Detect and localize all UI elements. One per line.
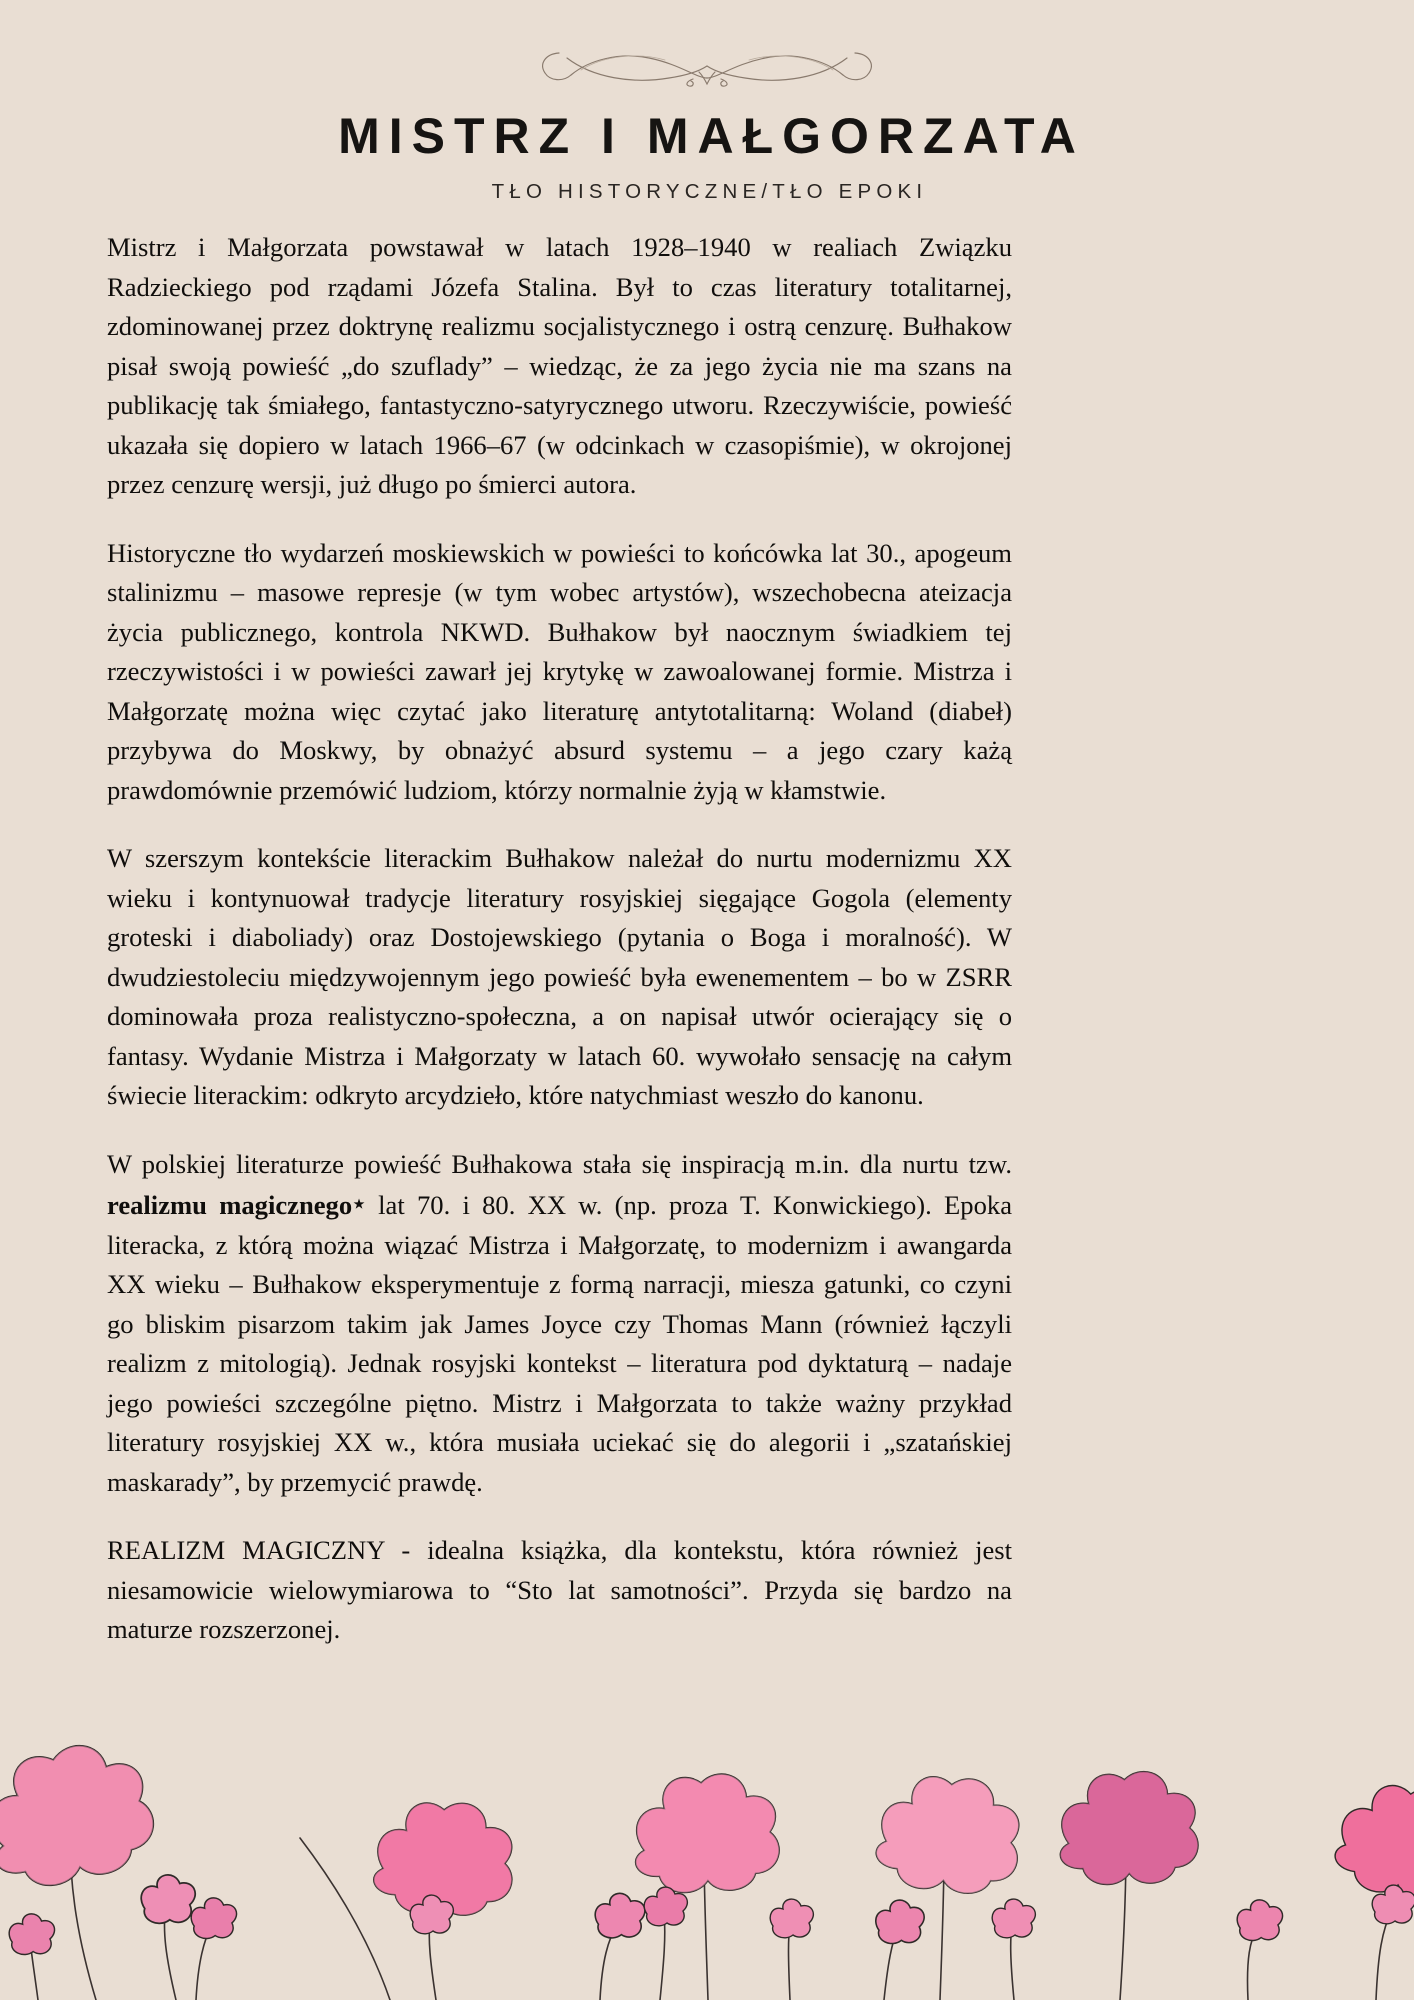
footnote-star-marker: ⋆ [352, 1191, 366, 1216]
flower-border-decoration [0, 1640, 1414, 2000]
ornament-divider [0, 42, 1414, 88]
page-header [0, 108, 1414, 204]
paragraph-1: Mistrz i Małgorzata powstawał w latach 1928–1940 w realiach Związku Radzieckiego pod rządami Józefa Stalina. Był to czas literatury totalitarnej, zdominowanej przez doktrynę realizmu socjalistycznego i ostrą cenzurę. Bułhakow pisał swoją powieść „do szuflady” – wiedząc, że za jego życia nie ma szans na publikację tak śmiałego, fantastyczno-satyrycznego utworu. Rzeczywiście, powieść ukazała się dopiero w latach 1966–67 (w odcinkach w czasopiśmie), w okrojonej przez cenzurę wersji, już długo po śmierci autora. [107, 232, 1012, 499]
page-subtitle: TŁO HISTORYCZNE/TŁO EPOKI [491, 179, 928, 203]
paragraph-4-lead: W polskiej literaturze powieść Bułhakowa stała się inspiracją m.in. dla nurtu tzw. [107, 1148, 1012, 1179]
paragraph-2: Historyczne tło wydarzeń moskiewskich w powieści to końcówka lat 30., apogeum stalinizmu – masowe represje (w tym wobec artystów), wszechobecna ateizacja życia publicznego, kontrola NKWD. Bułhakow był naocznym świadkiem tej rzeczywistości i w powieści zawarł jej krytykę w zawoalowanej formie. Mistrza i Małgorzatę można więc czytać jako literaturę antytotalitarną: Woland (diabeł) przybywa do Moskwy, by obnażyć absurd systemu – a jego czary każą prawdomównie przemówić ludziom, którzy normalnie żyją w kłamstwie. [107, 537, 1012, 805]
document-body [107, 228, 1012, 1650]
emphasis-realizm-magicznego: realizmu magicznego [107, 1190, 353, 1220]
paragraph-5: REALIZM MAGICZNY - idealna książka, dla kontekstu, która również jest niesamowicie wielowymiarowa to “Sto lat samotności”. Przyda się bardzo na maturze rozszerzonej. [107, 1535, 1012, 1644]
page-title: MISTRZ I MAŁGORZATA [338, 108, 1085, 164]
paragraph-4 [107, 1145, 1012, 1503]
paragraph-4-rest: lat 70. i 80. XX w. (np. proza T. Konwickiego). Epoka literacka, z którą można wiązać Mistrza i Małgorzatę, to modernizm i awangarda XX wieku – Bułhakow eksperymentuje z formą narracji, miesza gatunki, co czyni go bliskim pisarzom takim jak James Joyce czy Thomas Mann (również łączyli realizm z mitologią). Jednak rosyjski kontekst – literatura pod dyktaturą – nadaje jego powieści szczególne piętno. Mistrz i Małgorzata to także ważny przykład literatury rosyjskiej XX w., która musiała uciekać się do alegorii i „szatańskiej maskarady”, by przemycić prawdę. [107, 1190, 1012, 1497]
paragraph-3: W szerszym kontekście literackim Bułhakow należał do nurtu modernizmu XX wieku i kontynuował tradycje literatury rosyjskiej sięgające Gogola (elementy groteski i diaboliady) oraz Dostojewskiego (pytania o Boga i moralność). W dwudziestoleciu międzywojennym jego powieść była ewenementem – bo w ZSRR dominowała proza realistyczno-społeczna, a on napisał utwór ocierający się o fantasy. Wydanie Mistrza i Małgorzaty w latach 60. wywołało sensację na całym świecie literackim: odkryto arcydzieło, które natychmiast weszło do kanonu. [107, 843, 1012, 1110]
